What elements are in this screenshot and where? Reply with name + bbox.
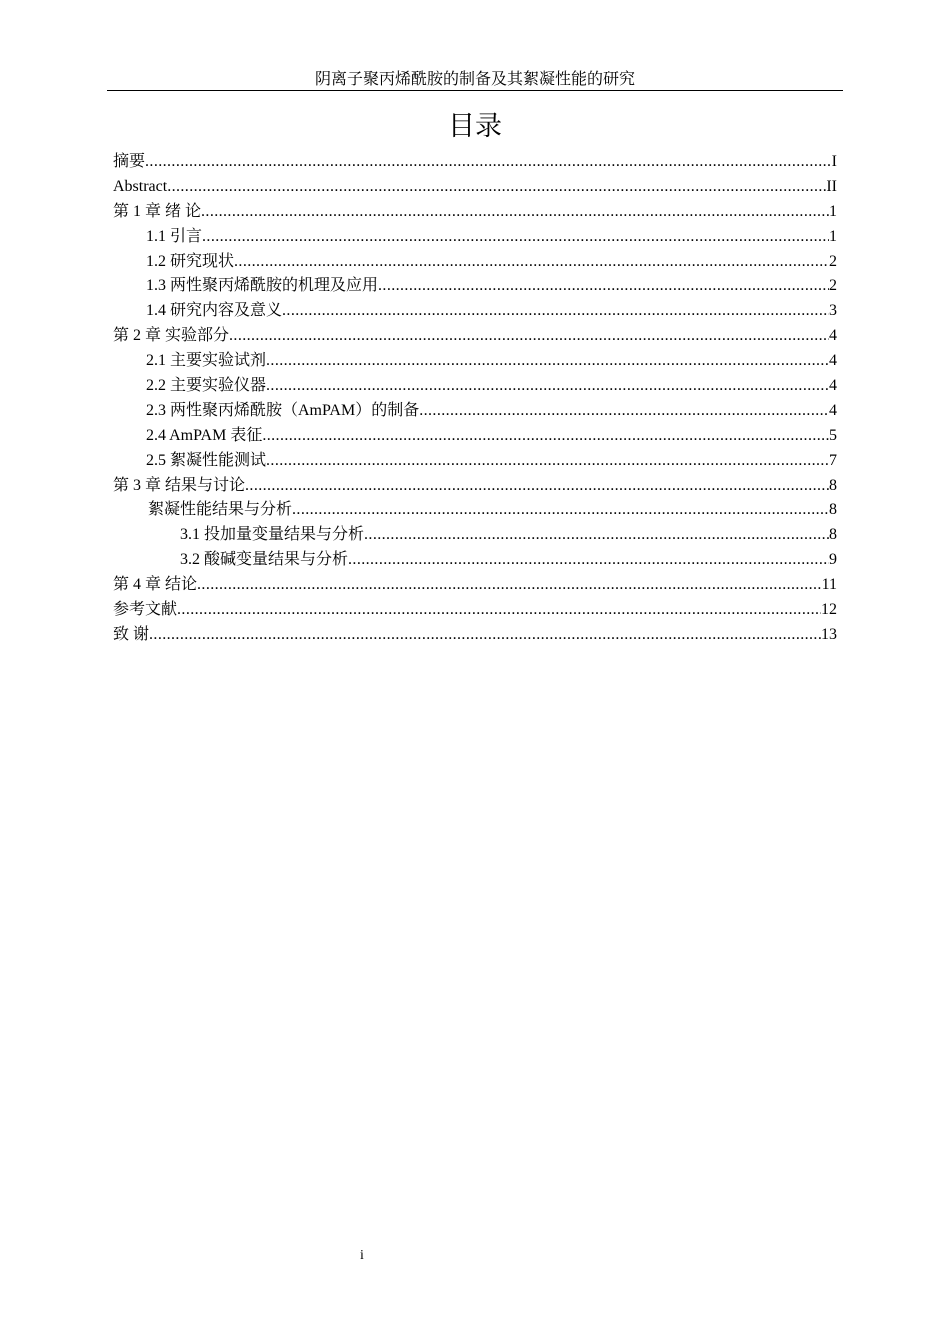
toc-entry-page: 2 [829,252,837,270]
toc-dot-leader [348,548,829,573]
toc-entry-label: 致 谢 [113,625,150,643]
toc-entry-label: 第 1 章 绪 论 [113,202,202,220]
toc-entry-section-2-2[interactable] [113,374,837,399]
toc-entry-page: 5 [829,426,837,444]
toc-entry-page: 4 [829,401,837,419]
toc-entry-label: 3.1 投加量变量结果与分析 [180,526,365,544]
toc-entry-label: 1.2 研究现状 [146,252,235,270]
toc-title: 目录 [448,111,502,142]
toc-entry-page: II [826,177,837,195]
toc-entry-label: Abstract [113,177,168,195]
running-header-title: 阴离子聚丙烯酰胺的制备及其絮凝性能的研究 [314,71,635,88]
toc-entry-label: 2.1 主要实验试剂 [146,352,267,370]
toc-entry-label: 絮凝性能结果与分析 [148,501,293,519]
toc-entry-section-1-2[interactable] [113,250,837,275]
toc-dot-leader [197,573,822,598]
toc-entry-label: 1.1 引言 [146,227,203,245]
toc-entry-label: 第 4 章 结论 [113,576,198,594]
page-number: i [360,1248,364,1263]
toc-entry-page: 1 [829,202,837,220]
toc-dot-leader [245,474,829,499]
toc-entry-section-1-3[interactable] [113,274,837,299]
toc-dot-leader [167,175,826,200]
toc-entry-label: 3.2 酸碱变量结果与分析 [180,551,349,569]
toc-entry-section-3-2[interactable] [113,548,837,573]
toc-entry-chapter-3[interactable] [113,474,837,499]
toc-dot-leader [145,150,832,175]
toc-dot-leader [292,498,829,523]
toc-entry-label: 1.3 两性聚丙烯酰胺的机理及应用 [146,277,379,295]
toc-entry-page: 9 [829,551,837,569]
toc-entry-section-2-1[interactable] [113,349,837,374]
toc-entry-chapter-1[interactable] [113,200,837,225]
toc-dot-leader [364,523,829,548]
toc-entry-page: 4 [829,327,837,345]
toc-entry-section-1-1[interactable] [113,225,837,250]
toc-dot-leader [201,200,829,225]
toc-entry-page: 7 [829,451,837,469]
toc-dot-leader [149,623,821,648]
toc-entry-page: 4 [829,377,837,395]
toc-entry-section-1-4[interactable] [113,299,837,324]
toc-entry-label: 摘要 [113,153,146,170]
toc-entry-label: 2.4 AmPAM 表征 [146,426,263,444]
toc-dot-leader [419,399,829,424]
table-of-contents [113,150,837,648]
toc-entry-page: 8 [829,476,837,494]
running-header [107,70,843,91]
toc-entry-section-2-3[interactable] [113,399,837,424]
toc-entry-section-3-1[interactable] [113,523,837,548]
toc-dot-leader [378,274,829,299]
toc-entry-label: 2.2 主要实验仪器 [146,377,267,395]
toc-dot-leader [266,374,829,399]
toc-entry-page: 11 [821,576,837,594]
toc-entry-label: 2.3 两性聚丙烯酰胺（AmPAM）的制备 [146,401,420,419]
toc-entry-flocculation-results[interactable] [113,498,837,523]
toc-entry-page: 8 [829,526,837,544]
toc-entry-page: 4 [829,352,837,370]
toc-entry-references[interactable] [113,598,837,623]
toc-dot-leader [266,349,829,374]
toc-entry-label: 1.4 研究内容及意义 [146,302,283,320]
toc-entry-page: 3 [829,302,837,320]
toc-dot-leader [202,225,829,250]
toc-dot-leader [229,324,829,349]
toc-entry-chapter-2[interactable] [113,324,837,349]
toc-entry-page: I [831,153,837,170]
toc-entry-abstract-cn[interactable] [113,150,837,175]
toc-entry-label: 2.5 絮凝性能测试 [146,451,267,469]
toc-entry-label: 参考文献 [113,601,178,619]
toc-entry-section-2-4[interactable] [113,424,837,449]
toc-entry-page: 1 [829,227,837,245]
toc-dot-leader [282,299,829,324]
toc-entry-section-2-5[interactable] [113,449,837,474]
toc-entry-page: 2 [829,277,837,295]
toc-entry-acknowledgements[interactable] [113,623,837,648]
toc-entry-chapter-4[interactable] [113,573,837,598]
toc-dot-leader [262,424,829,449]
toc-entry-label: 第 2 章 实验部分 [113,327,230,345]
toc-entry-page: 12 [821,601,837,619]
toc-entry-page: 13 [821,625,837,643]
toc-dot-leader [266,449,829,474]
toc-dot-leader [177,598,821,623]
toc-entry-abstract-en[interactable] [113,175,837,200]
toc-entry-label: 第 3 章 结果与讨论 [113,476,246,494]
toc-dot-leader [234,250,829,275]
toc-entry-page: 8 [829,501,837,519]
